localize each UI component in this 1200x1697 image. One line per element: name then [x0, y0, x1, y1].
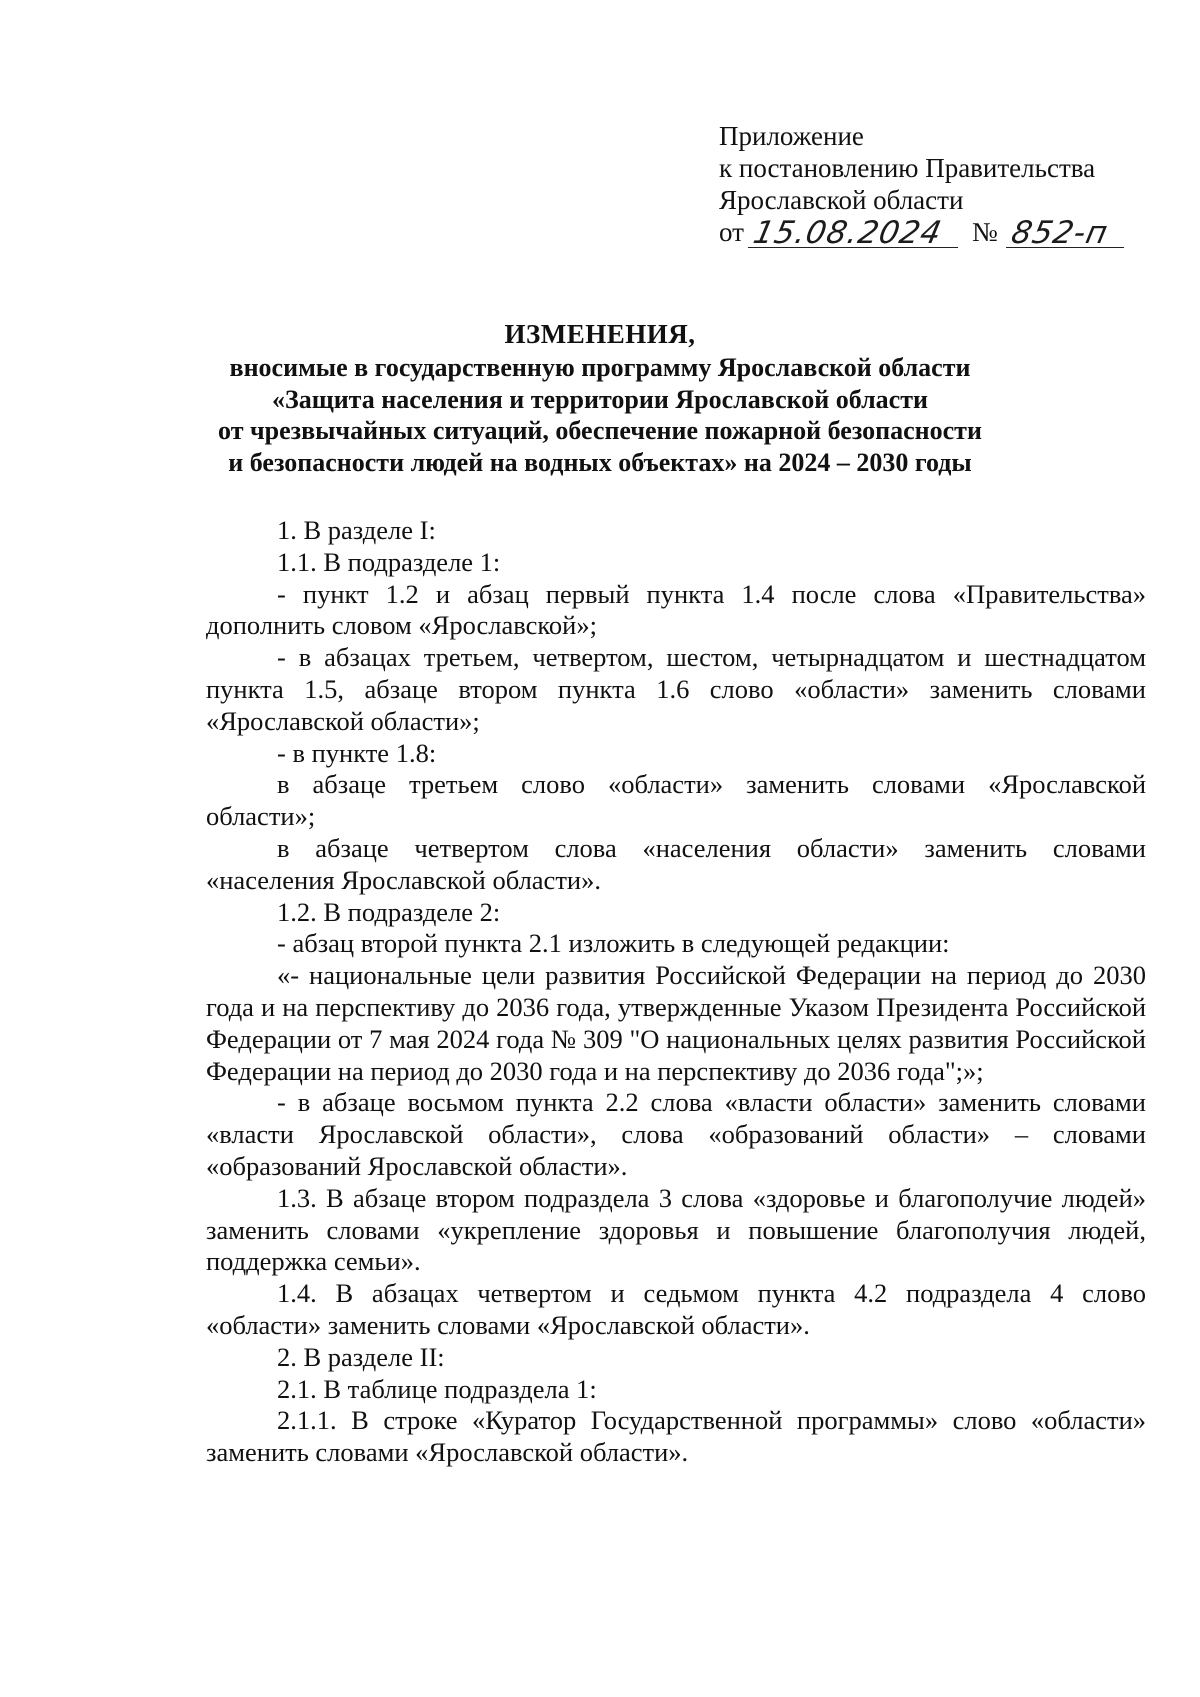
paragraph: 2.1.1. В строке «Куратор Государственной программы» слово «области» заменить словами «Ярославской области». [206, 1405, 1146, 1468]
paragraph: - в абзацах третьем, четвертом, шестом, четырнадцатом и шестнадцатом пункта 1.5, абзаце втором пункта 1.6 слово «области» заменить словами «Ярославской области»; [206, 642, 1146, 736]
paragraph: - абзац второй пункта 2.1 изложить в следующей редакции: [277, 928, 950, 959]
paragraph: 2. В разделе II: [277, 1341, 445, 1372]
number-prefix: № [971, 217, 998, 247]
date-prefix: от [719, 217, 744, 247]
appendix-line-1: Приложение [719, 121, 864, 151]
paragraph: - в пункте 1.8: [277, 737, 437, 768]
document-title-block [150, 316, 1050, 478]
paragraph: в абзаце третьем слово «области» заменить словами «Ярославской области»; [206, 769, 1146, 832]
appendix-line-3: Ярославской области [719, 185, 964, 215]
document-title: ИЗМЕНЕНИЯ, [504, 319, 696, 349]
title-line-1: вносимые в государственную программу Ярославской области [229, 353, 971, 382]
paragraph: 1.4. В абзацах четвертом и седьмом пункта 4.2 подраздела 4 слово «области» заменить словами «Ярославской области». [206, 1278, 1146, 1340]
number-field [1006, 215, 1124, 251]
handwritten-date: 15.08.2024 [750, 215, 946, 251]
document-body [206, 515, 1146, 1469]
paragraph: - пункт 1.2 и абзац первый пункта 1.4 после слова «Правительства» дополнить словом «Ярославской»; [206, 578, 1146, 641]
paragraph: 1.2. В подразделе 2: [277, 896, 501, 927]
paragraph: в абзаце четвертом слова «населения области» заменить словами «населения Ярославской области». [206, 832, 1146, 895]
paragraph: 2.1. В таблице подраздела 1: [277, 1373, 597, 1404]
title-line-3: от чрезвычайных ситуаций, обеспечение пожарной безопасности [218, 416, 982, 445]
title-line-4: и безопасности людей на водных объектах» на 2024 – 2030 годы [228, 447, 972, 477]
paragraph: 1.3. В абзаце втором подраздела 3 слова «здоровье и благополучие людей» заменить словами «укрепление здоровья и повышение благополучия людей, поддержка семьи». [206, 1182, 1146, 1277]
paragraph: «- национальные цели развития Российской Федерации на период до 2030 года и на перспективу до 2036 года, утвержденные Указом Президента Российской Федерации от 7 мая 2024 года № 309 "О национальных целях развития Российской Федерации на период до 2030 года и на перспективу до 2036 года";»; [206, 960, 1146, 1086]
paragraph: 1.1. В подразделе 1: [277, 546, 501, 577]
handwritten-number: 852-п [1007, 215, 1112, 251]
appendix-date-number-line [719, 216, 1124, 252]
paragraph: 1. В разделе I: [277, 515, 436, 545]
paragraph: - в абзаце восьмом пункта 2.2 слова «власти области» заменить словами «власти Ярославской области», слова «образований области» – словами «образований Ярославской области». [206, 1087, 1146, 1181]
appendix-line-2: к постановлению Правительства [719, 153, 1096, 183]
date-field [748, 215, 958, 251]
appendix-block [719, 120, 1124, 252]
title-line-2: «Защита населения и территории Ярославской области [272, 384, 928, 414]
